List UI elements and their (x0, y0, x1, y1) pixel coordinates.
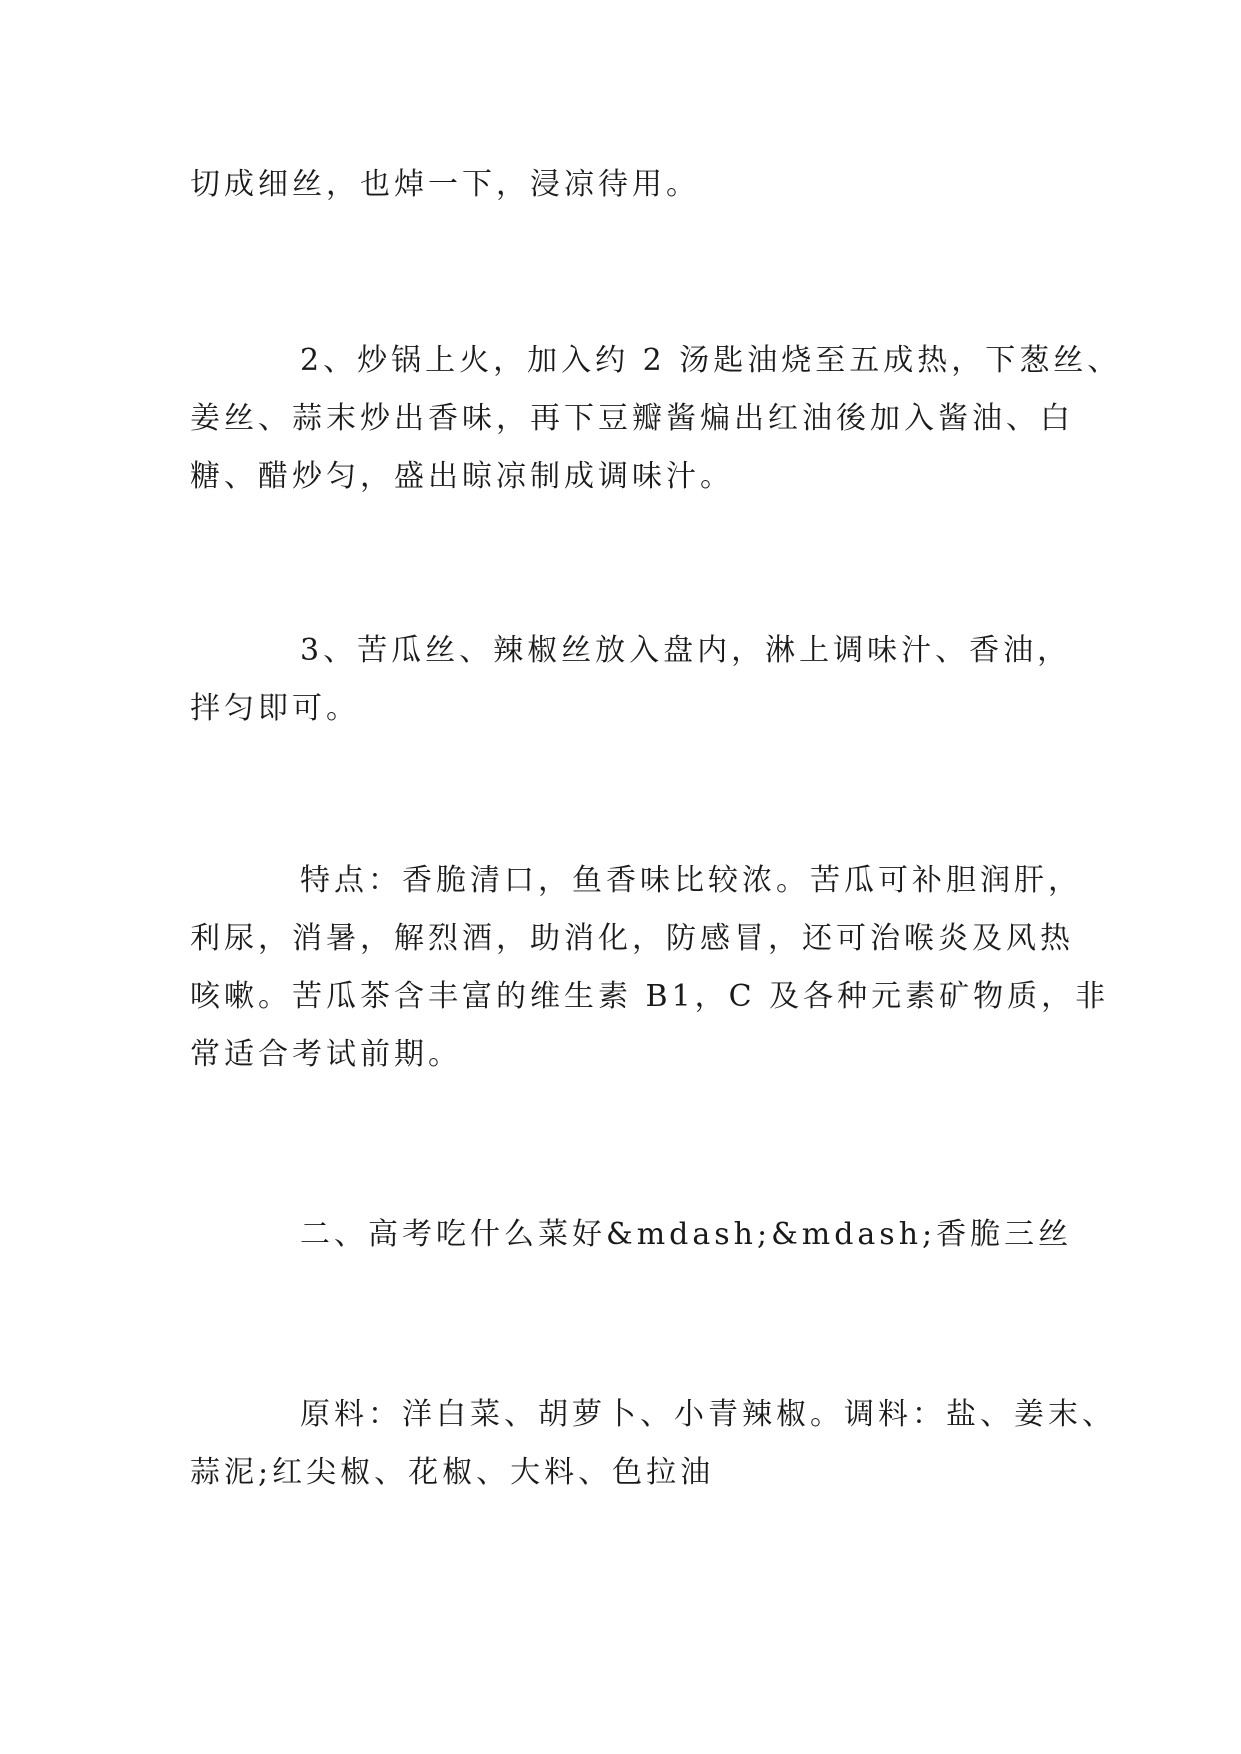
paragraph-ingredients (190, 1386, 1116, 1502)
text-line: 切成细丝，也焯一下，浸凉待用。 (190, 167, 700, 202)
text-line: 3、苦瓜丝、辣椒丝放入盘内，淋上调味汁、香油， (300, 633, 1072, 668)
text-line: 蒜泥;红尖椒、花椒、大料、色拉油 (190, 1455, 715, 1490)
text-line: 二、高考吃什么菜好&mdash;&mdash;香脆三丝 (300, 1217, 1073, 1252)
paragraph-step-2 (190, 332, 1122, 506)
text-line: 2、炒锅上火，加入约 2 汤匙油烧至五成热，下葱丝、 (300, 343, 1122, 378)
text-line: 利尿，消暑，解烈酒，助消化，防感冒，还可治喉炎及风热 (190, 921, 1074, 956)
section-heading (190, 1206, 1073, 1264)
text-line: 原料：洋白菜、胡萝卜、小青辣椒。调料：盐、姜末、 (300, 1397, 1116, 1432)
text-line: 拌匀即可。 (190, 691, 360, 726)
text-line: 咳嗽。苦瓜茶含丰富的维生素 B1，C 及各种元素矿物质，非 (190, 979, 1110, 1014)
text-line: 常适合考试前期。 (190, 1037, 462, 1072)
text-line: 糖、醋炒匀，盛出晾凉制成调味汁。 (190, 459, 734, 494)
paragraph-features (190, 852, 1110, 1084)
text-line: 特点：香脆清口，鱼香味比较浓。苦瓜可补胆润肝， (300, 863, 1082, 898)
paragraph-step-3 (190, 622, 1070, 738)
text-line: 姜丝、蒜末炒出香味，再下豆瓣酱煸出红油後加入酱油、白 (190, 401, 1074, 436)
paragraph-continuation (190, 156, 1070, 214)
